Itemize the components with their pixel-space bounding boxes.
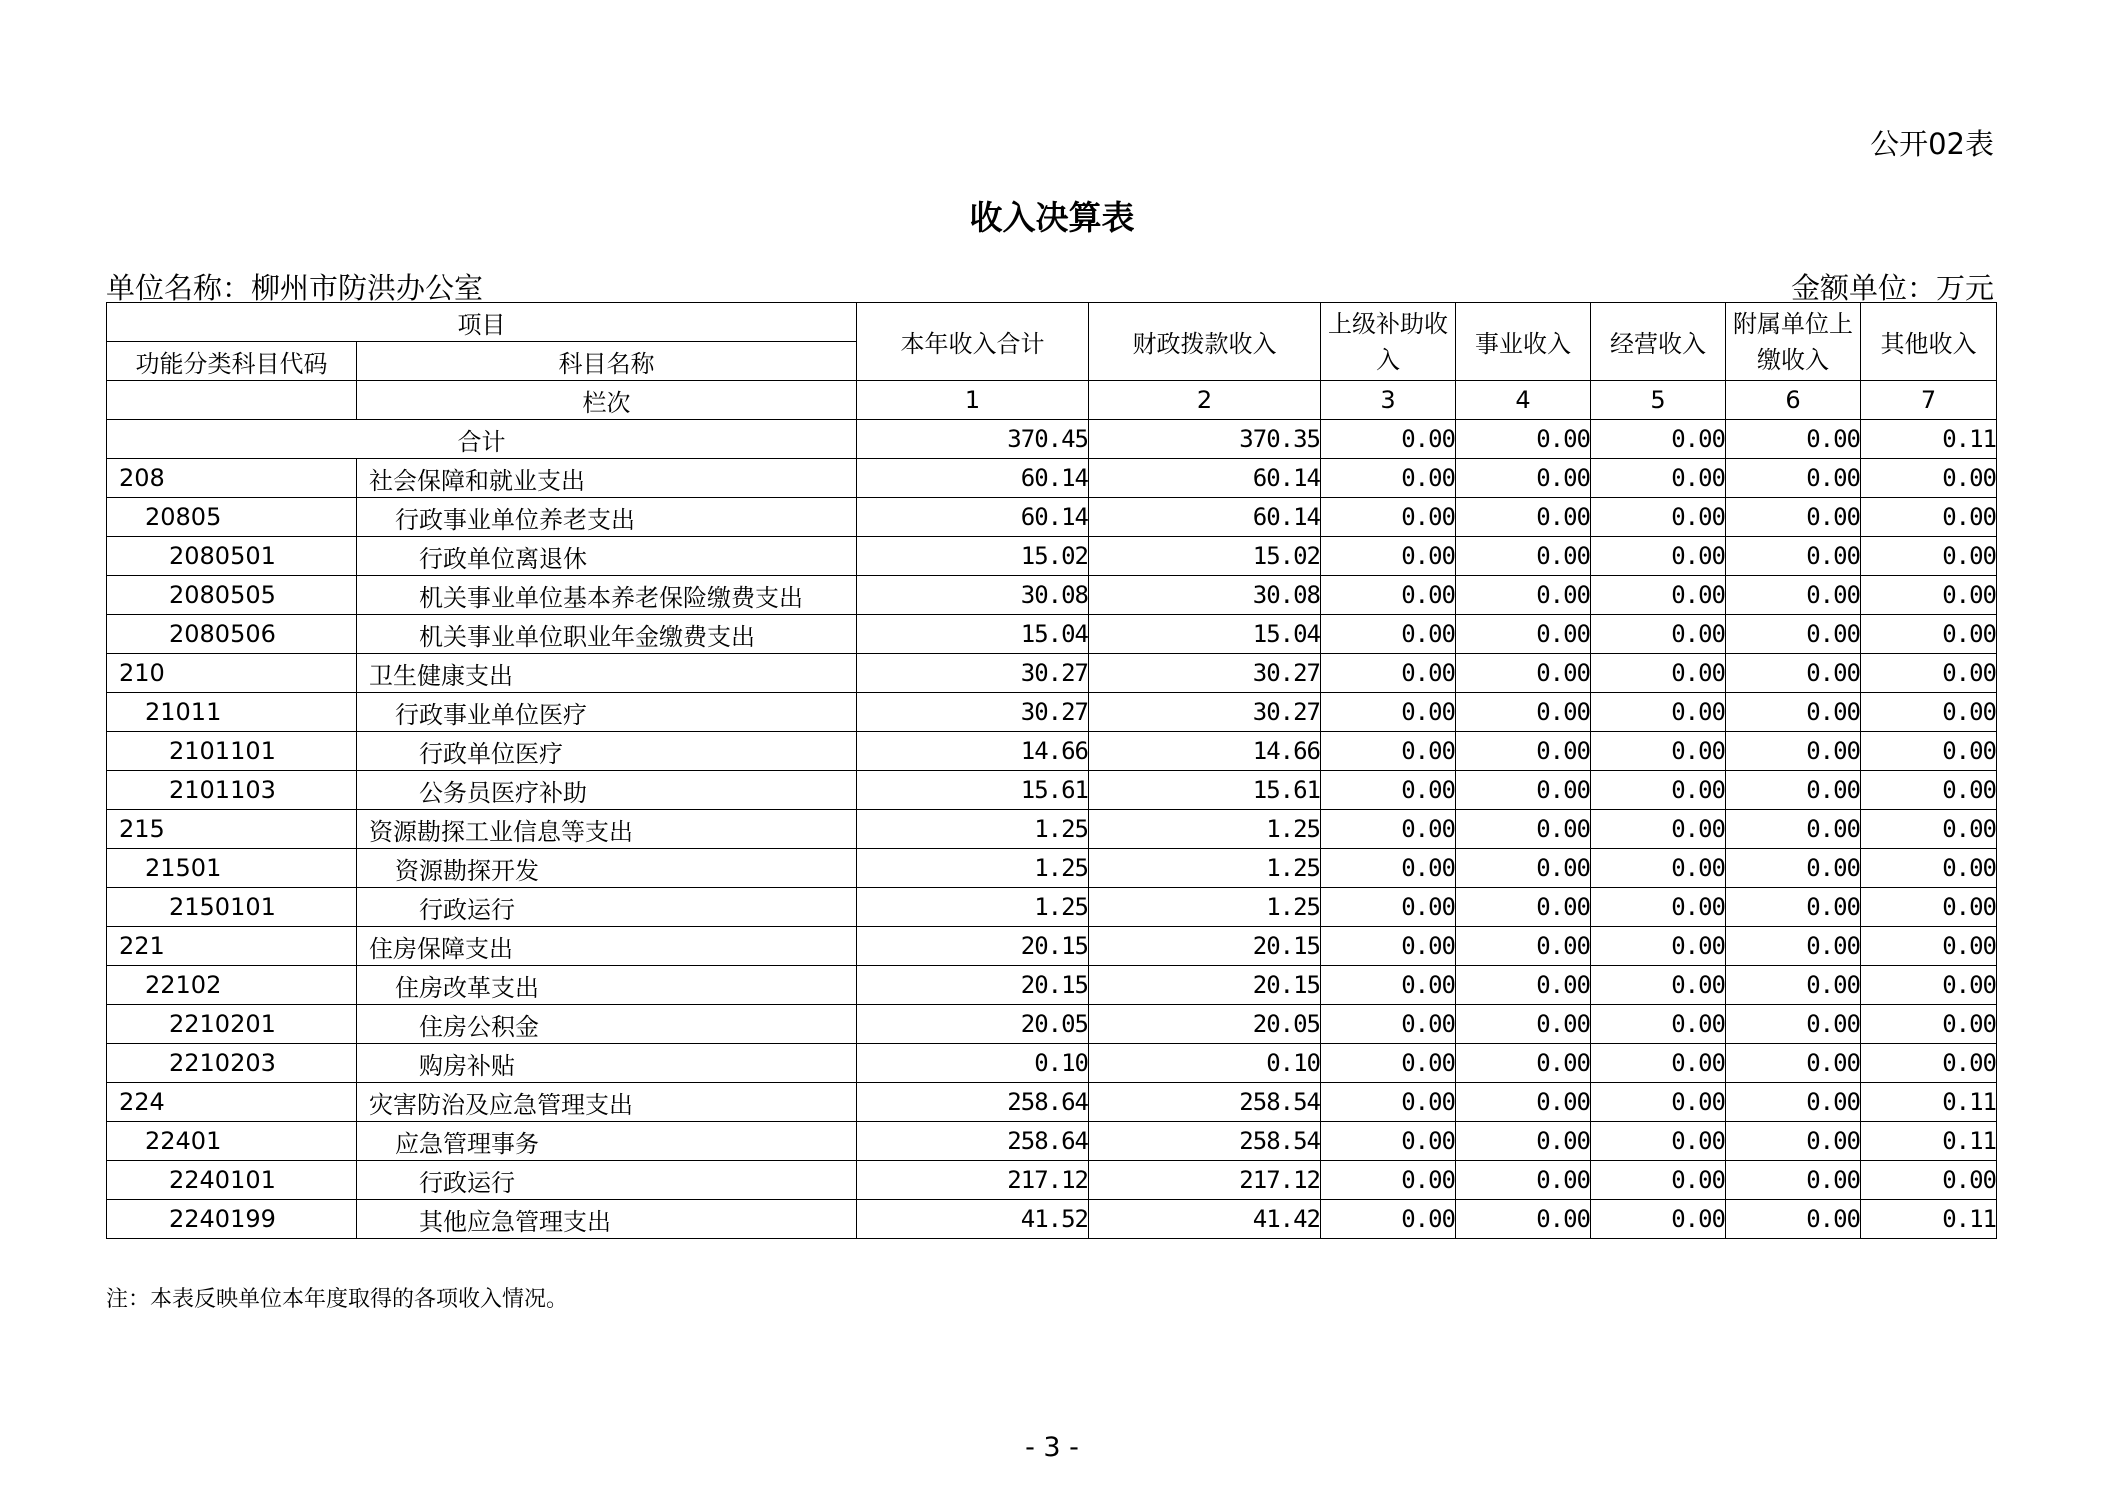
row-value: 20.05	[857, 1005, 1089, 1044]
row-value: 0.00	[1591, 1161, 1726, 1200]
row-value: 0.00	[1726, 1005, 1861, 1044]
row-value: 258.54	[1089, 1083, 1321, 1122]
amount-unit: 金额单位：万元	[1790, 271, 1994, 305]
row-value: 0.00	[1726, 459, 1861, 498]
unit-name: 单位名称：柳州市防洪办公室	[106, 271, 484, 305]
row-value: 20.15	[1089, 927, 1321, 966]
page-number: - 3 -	[1025, 1432, 1079, 1463]
row-name: 应急管理事务	[357, 1122, 857, 1161]
row-value: 0.00	[1321, 966, 1456, 1005]
row-value: 0.00	[1321, 1200, 1456, 1239]
row-code: 224	[107, 1083, 357, 1122]
col-number: 5	[1591, 381, 1726, 420]
row-code: 2101101	[107, 732, 357, 771]
row-value: 0.00	[1726, 966, 1861, 1005]
total-value: 0.00	[1321, 420, 1456, 459]
row-value: 0.00	[1591, 771, 1726, 810]
row-value: 0.00	[1591, 615, 1726, 654]
row-name: 购房补贴	[357, 1044, 857, 1083]
row-code: 2101103	[107, 771, 357, 810]
row-code: 2240199	[107, 1200, 357, 1239]
row-value: 0.00	[1456, 693, 1591, 732]
row-value: 0.00	[1456, 459, 1591, 498]
row-name: 行政运行	[357, 1161, 857, 1200]
row-value: 0.00	[1591, 1200, 1726, 1239]
row-value: 0.00	[1726, 771, 1861, 810]
row-value: 0.00	[1456, 537, 1591, 576]
row-value: 0.00	[1456, 576, 1591, 615]
row-value: 0.00	[1591, 459, 1726, 498]
total-value: 370.35	[1089, 420, 1321, 459]
row-value: 0.00	[1591, 1083, 1726, 1122]
row-value: 0.00	[1456, 966, 1591, 1005]
row-value: 0.00	[1726, 498, 1861, 537]
table-row	[107, 498, 1997, 537]
row-value: 41.52	[857, 1200, 1089, 1239]
row-value: 0.00	[1321, 576, 1456, 615]
row-value: 0.00	[1726, 1083, 1861, 1122]
row-value: 0.00	[1321, 927, 1456, 966]
row-value: 0.00	[1726, 654, 1861, 693]
row-code: 22102	[107, 966, 357, 1005]
row-value: 60.14	[1089, 459, 1321, 498]
row-value: 0.00	[1456, 927, 1591, 966]
header-superior: 上级补助收入	[1321, 303, 1456, 381]
row-value: 30.08	[1089, 576, 1321, 615]
row-value: 0.00	[1456, 1083, 1591, 1122]
row-value: 0.00	[1861, 927, 1997, 966]
row-value: 258.54	[1089, 1122, 1321, 1161]
row-name: 住房保障支出	[357, 927, 857, 966]
row-value: 15.02	[857, 537, 1089, 576]
row-value: 0.00	[1456, 1005, 1591, 1044]
table-row	[107, 537, 1997, 576]
col-number: 4	[1456, 381, 1591, 420]
row-value: 30.08	[857, 576, 1089, 615]
row-value: 0.00	[1591, 732, 1726, 771]
row-code: 215	[107, 810, 357, 849]
row-value: 0.00	[1456, 888, 1591, 927]
row-value: 60.14	[857, 459, 1089, 498]
row-name: 住房改革支出	[357, 966, 857, 1005]
row-value: 0.00	[1861, 1005, 1997, 1044]
row-code: 2210201	[107, 1005, 357, 1044]
row-value: 0.11	[1861, 1200, 1997, 1239]
row-value: 0.00	[1726, 576, 1861, 615]
total-value: 370.45	[857, 420, 1089, 459]
header-fiscal: 财政拨款收入	[1089, 303, 1321, 381]
row-value: 0.00	[1456, 1044, 1591, 1083]
row-value: 0.00	[1456, 810, 1591, 849]
header-col-index: 栏次	[357, 381, 857, 420]
row-value: 0.00	[1321, 732, 1456, 771]
row-value: 0.00	[1861, 966, 1997, 1005]
row-name: 行政事业单位医疗	[357, 693, 857, 732]
row-code: 2210203	[107, 1044, 357, 1083]
table-row	[107, 459, 1997, 498]
total-value: 0.00	[1591, 420, 1726, 459]
row-value: 0.00	[1726, 888, 1861, 927]
table-row	[107, 1083, 1997, 1122]
table-row	[107, 1122, 1997, 1161]
table-row	[107, 693, 1997, 732]
row-value: 217.12	[1089, 1161, 1321, 1200]
row-name: 社会保障和就业支出	[357, 459, 857, 498]
row-value: 0.00	[1321, 693, 1456, 732]
table-row	[107, 1200, 1997, 1239]
row-name: 行政单位离退休	[357, 537, 857, 576]
row-value: 1.25	[857, 810, 1089, 849]
row-value: 0.10	[1089, 1044, 1321, 1083]
row-code: 2080505	[107, 576, 357, 615]
row-value: 14.66	[857, 732, 1089, 771]
row-name: 机关事业单位职业年金缴费支出	[357, 615, 857, 654]
row-value: 0.00	[1456, 732, 1591, 771]
row-value: 0.00	[1321, 654, 1456, 693]
col-number: 2	[1089, 381, 1321, 420]
row-value: 0.00	[1321, 1161, 1456, 1200]
row-name: 灾害防治及应急管理支出	[357, 1083, 857, 1122]
row-value: 15.61	[857, 771, 1089, 810]
table-row	[107, 771, 1997, 810]
row-name: 住房公积金	[357, 1005, 857, 1044]
row-value: 0.00	[1861, 498, 1997, 537]
row-code: 2240101	[107, 1161, 357, 1200]
row-value: 0.00	[1321, 1122, 1456, 1161]
row-name: 行政单位医疗	[357, 732, 857, 771]
row-value: 0.00	[1321, 888, 1456, 927]
col-number: 1	[857, 381, 1089, 420]
row-value: 0.00	[1321, 498, 1456, 537]
row-value: 0.00	[1321, 1083, 1456, 1122]
col-number: 6	[1726, 381, 1861, 420]
row-value: 20.15	[857, 966, 1089, 1005]
row-value: 41.42	[1089, 1200, 1321, 1239]
row-value: 0.00	[1321, 1044, 1456, 1083]
row-name: 机关事业单位基本养老保险缴费支出	[357, 576, 857, 615]
header-business: 事业收入	[1456, 303, 1591, 381]
row-value: 0.00	[1861, 810, 1997, 849]
row-value: 0.00	[1321, 615, 1456, 654]
table-row	[107, 732, 1997, 771]
row-value: 0.00	[1456, 1122, 1591, 1161]
total-row	[107, 420, 1997, 459]
row-value: 15.04	[1089, 615, 1321, 654]
row-value: 0.00	[1861, 1161, 1997, 1200]
row-value: 0.00	[1726, 693, 1861, 732]
table-row	[107, 654, 1997, 693]
row-value: 0.00	[1456, 849, 1591, 888]
row-value: 20.05	[1089, 1005, 1321, 1044]
row-value: 60.14	[857, 498, 1089, 537]
row-value: 0.00	[1456, 615, 1591, 654]
row-value: 0.00	[1861, 459, 1997, 498]
row-value: 0.00	[1321, 459, 1456, 498]
row-value: 1.25	[1089, 810, 1321, 849]
row-code: 21011	[107, 693, 357, 732]
row-value: 15.61	[1089, 771, 1321, 810]
table-row	[107, 888, 1997, 927]
table-row	[107, 849, 1997, 888]
row-value: 0.00	[1591, 693, 1726, 732]
row-value: 0.00	[1861, 693, 1997, 732]
header-item: 项目	[107, 303, 857, 342]
row-value: 0.00	[1861, 888, 1997, 927]
row-name: 其他应急管理支出	[357, 1200, 857, 1239]
row-value: 0.00	[1591, 966, 1726, 1005]
row-code: 2080501	[107, 537, 357, 576]
row-code: 22401	[107, 1122, 357, 1161]
row-value: 0.00	[1726, 615, 1861, 654]
row-value: 0.00	[1591, 576, 1726, 615]
row-value: 0.00	[1321, 771, 1456, 810]
row-value: 15.02	[1089, 537, 1321, 576]
total-value: 0.11	[1861, 420, 1997, 459]
row-name: 行政事业单位养老支出	[357, 498, 857, 537]
row-value: 0.00	[1726, 810, 1861, 849]
row-value: 0.00	[1591, 498, 1726, 537]
row-name: 资源勘探工业信息等支出	[357, 810, 857, 849]
row-value: 1.25	[1089, 888, 1321, 927]
row-value: 0.00	[1726, 1044, 1861, 1083]
row-value: 1.25	[857, 888, 1089, 927]
row-code: 2080506	[107, 615, 357, 654]
row-value: 0.00	[1861, 537, 1997, 576]
row-value: 0.00	[1321, 1005, 1456, 1044]
row-code: 20805	[107, 498, 357, 537]
row-value: 30.27	[1089, 693, 1321, 732]
row-value: 0.00	[1726, 732, 1861, 771]
row-value: 0.00	[1456, 771, 1591, 810]
row-value: 1.25	[857, 849, 1089, 888]
row-code: 21501	[107, 849, 357, 888]
row-code: 208	[107, 459, 357, 498]
row-value: 30.27	[857, 654, 1089, 693]
footnote: 注：本表反映单位本年度取得的各项收入情况。	[106, 1287, 569, 1312]
row-value: 0.00	[1726, 849, 1861, 888]
form-tag: 公开02表	[1870, 127, 1994, 161]
row-value: 0.00	[1861, 654, 1997, 693]
row-value: 0.00	[1456, 1200, 1591, 1239]
row-value: 30.27	[1089, 654, 1321, 693]
row-name: 行政运行	[357, 888, 857, 927]
row-value: 0.00	[1726, 1161, 1861, 1200]
row-name: 资源勘探开发	[357, 849, 857, 888]
row-value: 60.14	[1089, 498, 1321, 537]
row-value: 14.66	[1089, 732, 1321, 771]
col-number: 7	[1861, 381, 1997, 420]
row-code: 221	[107, 927, 357, 966]
row-value: 0.00	[1456, 498, 1591, 537]
header-code: 功能分类科目代码	[107, 342, 357, 381]
page-title: 收入决算表	[969, 198, 1135, 237]
row-value: 217.12	[857, 1161, 1089, 1200]
table-row	[107, 576, 1997, 615]
row-value: 0.00	[1726, 537, 1861, 576]
row-value: 30.27	[857, 693, 1089, 732]
col-number: 3	[1321, 381, 1456, 420]
table-row	[107, 1044, 1997, 1083]
header-blank	[107, 381, 357, 420]
row-value: 0.00	[1591, 1044, 1726, 1083]
row-value: 0.10	[857, 1044, 1089, 1083]
row-value: 0.00	[1591, 1005, 1726, 1044]
header-name: 科目名称	[357, 342, 857, 381]
row-value: 0.00	[1591, 888, 1726, 927]
row-value: 0.00	[1591, 537, 1726, 576]
row-name: 公务员医疗补助	[357, 771, 857, 810]
row-value: 0.11	[1861, 1083, 1997, 1122]
row-value: 0.00	[1726, 927, 1861, 966]
row-value: 0.00	[1861, 576, 1997, 615]
table-row	[107, 1161, 1997, 1200]
row-value: 0.00	[1861, 615, 1997, 654]
table-row	[107, 927, 1997, 966]
row-value: 0.00	[1321, 849, 1456, 888]
row-value: 0.00	[1861, 771, 1997, 810]
row-code: 210	[107, 654, 357, 693]
row-value: 258.64	[857, 1122, 1089, 1161]
row-value: 0.00	[1861, 849, 1997, 888]
row-value: 20.15	[857, 927, 1089, 966]
total-label: 合计	[107, 420, 857, 459]
table-body	[107, 459, 1997, 1239]
row-value: 1.25	[1089, 849, 1321, 888]
row-value: 0.00	[1321, 810, 1456, 849]
row-value: 0.00	[1456, 654, 1591, 693]
row-value: 0.11	[1861, 1122, 1997, 1161]
row-value: 0.00	[1861, 732, 1997, 771]
row-value: 0.00	[1726, 1122, 1861, 1161]
header-total-income: 本年收入合计	[857, 303, 1089, 381]
row-value: 0.00	[1456, 1161, 1591, 1200]
row-value: 15.04	[857, 615, 1089, 654]
row-value: 0.00	[1591, 810, 1726, 849]
table-row	[107, 966, 1997, 1005]
row-value: 0.00	[1591, 927, 1726, 966]
row-value: 0.00	[1591, 654, 1726, 693]
row-code: 2150101	[107, 888, 357, 927]
total-value: 0.00	[1726, 420, 1861, 459]
row-value: 0.00	[1591, 1122, 1726, 1161]
row-value: 20.15	[1089, 966, 1321, 1005]
header-affiliated: 附属单位上缴收入	[1726, 303, 1861, 381]
header-other: 其他收入	[1861, 303, 1997, 381]
total-value: 0.00	[1456, 420, 1591, 459]
row-value: 258.64	[857, 1083, 1089, 1122]
row-value: 0.00	[1726, 1200, 1861, 1239]
header-operating: 经营收入	[1591, 303, 1726, 381]
table-row	[107, 810, 1997, 849]
table-row	[107, 615, 1997, 654]
row-name: 卫生健康支出	[357, 654, 857, 693]
table-row	[107, 1005, 1997, 1044]
row-value: 0.00	[1321, 537, 1456, 576]
row-value: 0.00	[1591, 849, 1726, 888]
row-value: 0.00	[1861, 1044, 1997, 1083]
income-table	[106, 302, 1997, 1239]
